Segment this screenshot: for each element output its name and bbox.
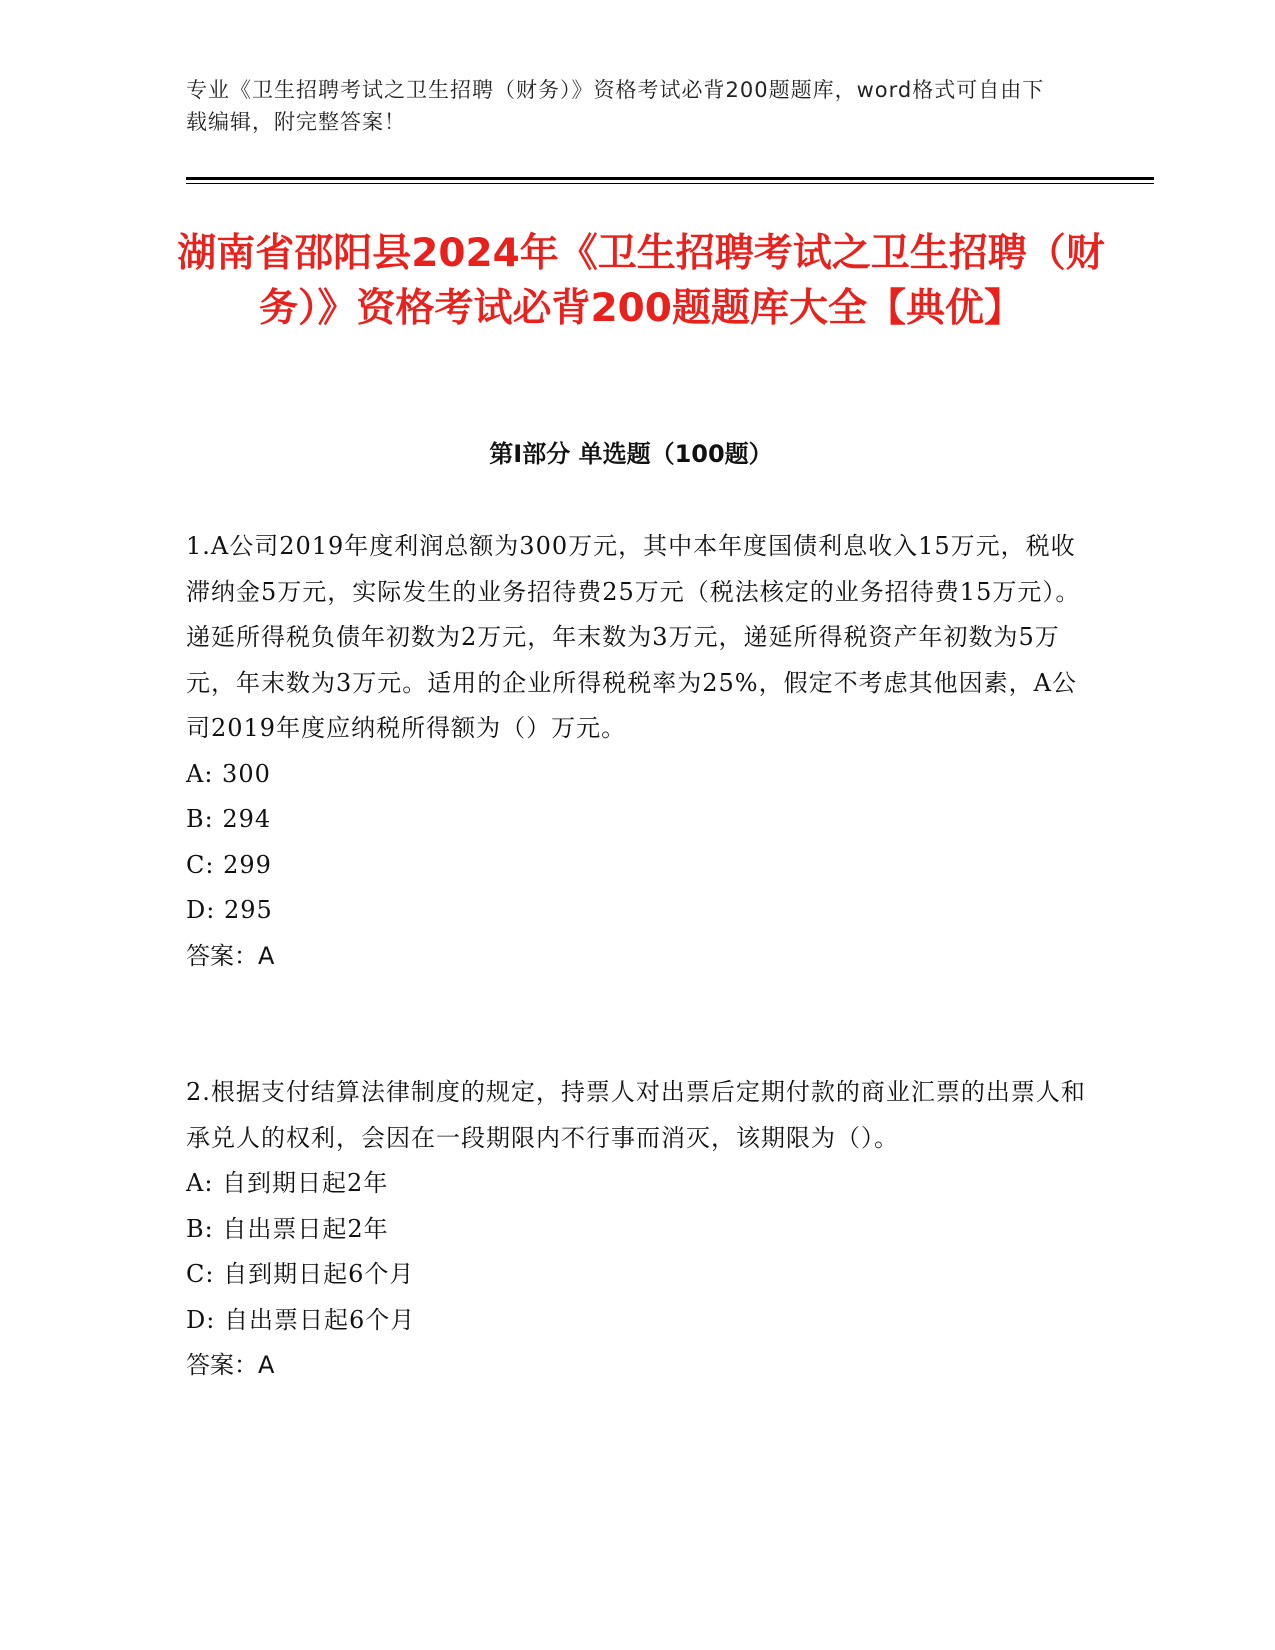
option-c: C: 自到期日起6个月	[186, 1260, 415, 1288]
section-heading: 第Ⅰ部分 单选题（100题）	[489, 440, 773, 468]
header-rule-thin	[186, 183, 1154, 184]
question-2	[186, 1070, 1086, 1389]
option-a: A: 300	[186, 759, 271, 788]
header-note: 专业《卫生招聘考试之卫生招聘（财务）》资格考试必背200题题库，word格式可自由下载编辑，附完整答案！	[186, 78, 1045, 134]
option-c: C: 299	[186, 850, 272, 879]
option-b: B: 自出票日起2年	[186, 1214, 389, 1243]
document-title: 湖南省邵阳县2024年《卫生招聘考试之卫生招聘（财务）》资格考试必背200题题库大全【典优】	[177, 231, 1105, 331]
question-1	[186, 524, 1086, 979]
option-d: D: 自出票日起6个月	[186, 1305, 416, 1334]
option-b: B: 294	[186, 805, 272, 833]
answer-line: 答案：A	[186, 941, 275, 970]
option-a: A: 自到期日起2年	[186, 1169, 389, 1197]
question-text: 2.根据支付结算法律制度的规定，持票人对出票后定期付款的商业汇票的出票人和承兑人的权利，会因在一段期限内不行事而消灭，该期限为（）。	[186, 1078, 1086, 1152]
header-rule-thick	[186, 177, 1154, 180]
option-d: D: 295	[186, 896, 273, 924]
question-text: 1.A公司2019年度利润总额为300万元，其中本年度国债利息收入15万元，税收滞纳金5万元，实际发生的业务招待费25万元（税法核定的业务招待费15万元）。递延所得税负债年初数为2万元，年末数为3万元，递延所得税资产年初数为5万元，年末数为3万元。适用的企业所得税税率为25%，假定不考虑其他因素，A公司2019年度应纳税所得额为（）万元。	[186, 532, 1081, 742]
answer-line: 答案：A	[186, 1351, 275, 1379]
